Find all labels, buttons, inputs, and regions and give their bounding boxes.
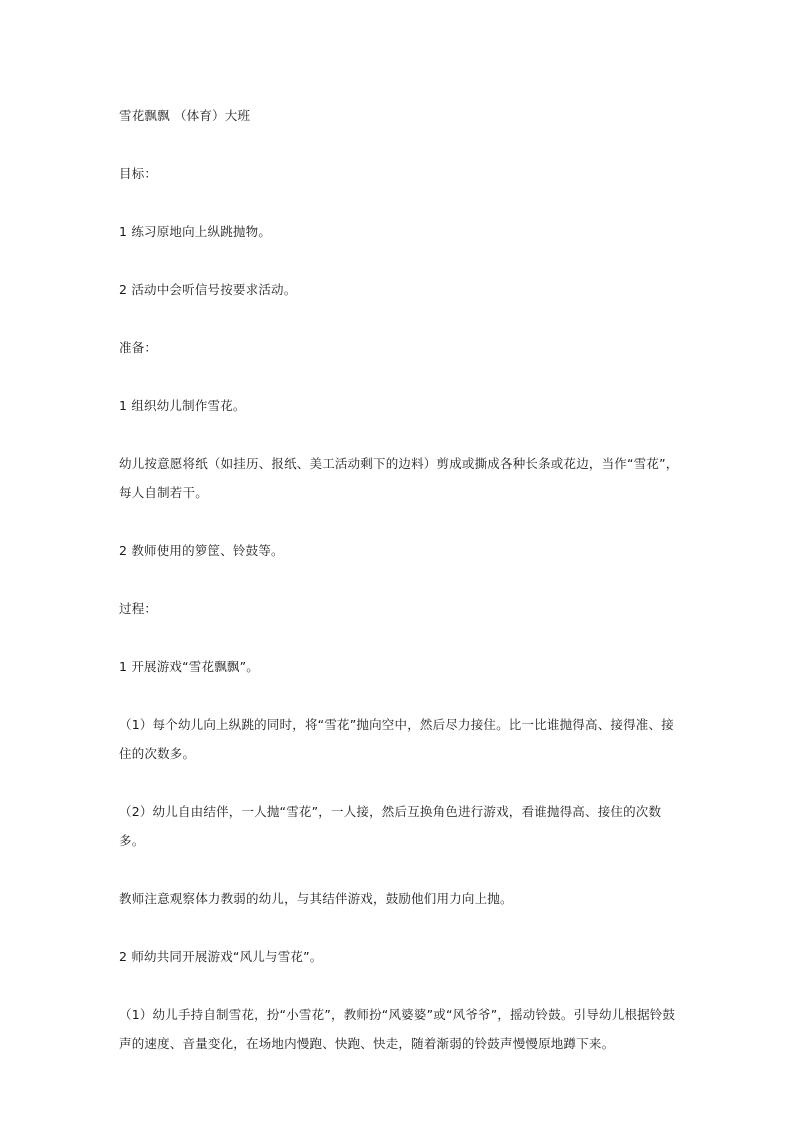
- process-step-1: 1 开展游戏“雪花飘飘”。: [119, 659, 259, 674]
- goal-item-2: 2 活动中会听信号按要求活动。: [119, 282, 297, 297]
- paragraph-spacer: [119, 855, 679, 884]
- process-step-1-sub-1: （1）每个幼儿向上纵跳的同时，将“雪花”抛向空中，然后尽力接住。比一比谁抛得高、接得准、接住的次数多。: [119, 717, 674, 761]
- preparation-item-1: 1 组织幼儿制作雪花。: [119, 398, 246, 413]
- paragraph-spacer: [119, 362, 679, 391]
- paragraph-spacer: [119, 188, 679, 217]
- paragraph-spacer: [119, 913, 679, 942]
- preparation-item-2: 2 教师使用的箩筐、铃鼓等。: [119, 543, 284, 558]
- paragraph-spacer: [119, 304, 679, 333]
- teacher-note: 教师注意观察体力教弱的幼儿，与其结伴游戏，鼓励他们用力向上抛。: [119, 891, 513, 906]
- preparation-detail: 幼儿按意愿将纸（如挂历、报纸、美工活动剩下的边料）剪成或撕成各种长条或花边，当作“雪花”，每人自制若干。: [119, 456, 679, 500]
- process-step-2: 2 师幼共同开展游戏“风儿与雪花”。: [119, 949, 323, 964]
- paragraph-spacer: [119, 971, 679, 1000]
- process-step-2-sub-1: （1）幼儿手持自制雪花，扮“小雪花”，教师扮“风婆婆”或“风爷爷”，摇动铃鼓。引导幼儿根据铃鼓声的速度、音量变化，在场地内慢跑、快跑、快走，随着渐弱的铃鼓声慢慢原地蹲下来。: [119, 1007, 676, 1051]
- process-step-1-sub-2: （2）幼儿自由结伴，一人抛“雪花”，一人接，然后互换角色进行游戏，看谁抛得高、接住的次数多。: [119, 804, 662, 848]
- paragraph-spacer: [119, 565, 679, 594]
- paragraph-spacer: [119, 246, 679, 275]
- section-heading-goals: 目标：: [119, 166, 158, 181]
- goal-item-1: 1 练习原地向上纵跳抛物。: [119, 224, 272, 239]
- section-heading-process: 过程：: [119, 601, 158, 616]
- paragraph-spacer: [119, 507, 679, 536]
- paragraph-spacer: [119, 130, 679, 159]
- document-title: 雪花飘飘 （体育）大班: [119, 108, 251, 123]
- paragraph-spacer: [119, 681, 679, 710]
- paragraph-spacer: [119, 768, 679, 797]
- document-body: [119, 101, 679, 1058]
- paragraph-spacer: [119, 420, 679, 449]
- paragraph-spacer: [119, 623, 679, 652]
- section-heading-preparation: 准备：: [119, 340, 158, 355]
